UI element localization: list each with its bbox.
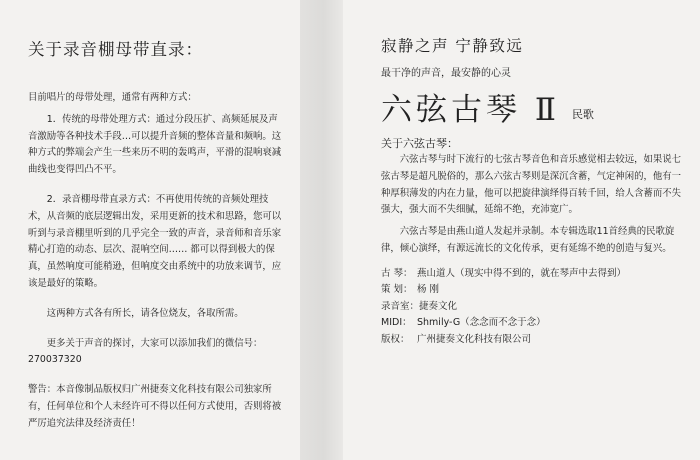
album-title-row [381,93,690,127]
credits-list [381,266,690,349]
right-page [343,0,700,460]
credit-row [381,315,690,332]
left-paragraph-1: 1．传统的母带处理方式：通过分段压扩、高频延展及声音激励等各种技术手段…可以提升音频的整体音量和频响。这种方式的弊端会产生一些来历不明的轰鸣声，平滑的混响衰减曲线也变得凹凸不平。 [28,113,282,176]
credit-value: Shmily-G（念念而不念于念） [417,317,546,329]
about-heading: 关于六弦古琴： [381,137,458,150]
credit-row [381,332,690,349]
slogan-heading: 寂静之声 宁静致远 [381,37,524,55]
credit-row [381,282,690,299]
credit-value: 捷奏文化 [419,300,458,312]
left-paragraph-3: 这两种方式各有所长，请各位烧友，各取所需。 [46,307,244,319]
about-paragraph-2: 六弦古琴是由燕山道人发起并录制。本专辑选取11首经典的民歌旋律，倾心演绎，有源远流长的文化传承，更有延绵不绝的创造与复兴。 [381,226,675,254]
album-subtitle: 民歌 [571,108,594,121]
slogan-subheading: 最干净的声音，最安静的心灵 [381,68,511,79]
left-paragraph-2: 2．录音棚母带直录方式：不再使用传统的音频处理技术，从音频的底层逻辑出发，采用更新的技术和思路，您可以听到与录音棚里听到的几乎完全一致的声音，录音师和音乐家精心打造的动态、层次、混响空间…… 都可以得到极大的保真，虽然响度可能稍逊，但响度交由系统中的功放来调节，应该是最好的策略。 [28,193,282,289]
credit-key: MIDI： [381,317,412,329]
credit-value: 广州捷奏文化科技有限公司 [417,333,532,345]
page-gutter [300,0,343,460]
about-paragraph-1: 六弦古琴与时下流行的七弦古琴音色和音乐感觉相去较远，如果说七弦古琴是超凡脱俗的，那么六弦古琴则是深沉含蓄，气定神闲的，他有一种厚积薄发的内在力量，他可以把旋律演绎得百转千回，给人含蓄而不失强大，强大而不失细腻，延绵不绝，充沛宽广。 [381,154,682,216]
copyright-warning: 警告：本音像制品版权归广州捷奏文化科技有限公司独家所有，任何单位和个人未经许可不得以任何方式使用，否则将被严厉追究法律及经济责任！ [28,384,282,429]
credit-value: 杨 刚 [417,284,440,296]
left-title: 关于录音棚母带直录： [28,40,203,59]
credit-key: 策 划： [381,284,413,296]
credit-key: 古 琴： [381,267,413,279]
credit-row [381,266,690,283]
credit-value: 燕山道人（现实中得不到的，就在琴声中去得到） [417,267,627,279]
left-intro: 目前唱片的母带处理，通常有两种方式： [28,92,197,103]
album-title: 六弦古琴 Ⅱ [381,92,560,128]
wechat-contact: 更多关于声音的探讨，大家可以添加我们的微信号：270037320 [28,337,263,366]
credit-row [381,299,690,316]
credit-key: 录音室： [381,300,420,312]
credit-key: 版权： [381,333,410,345]
left-page [0,0,300,460]
